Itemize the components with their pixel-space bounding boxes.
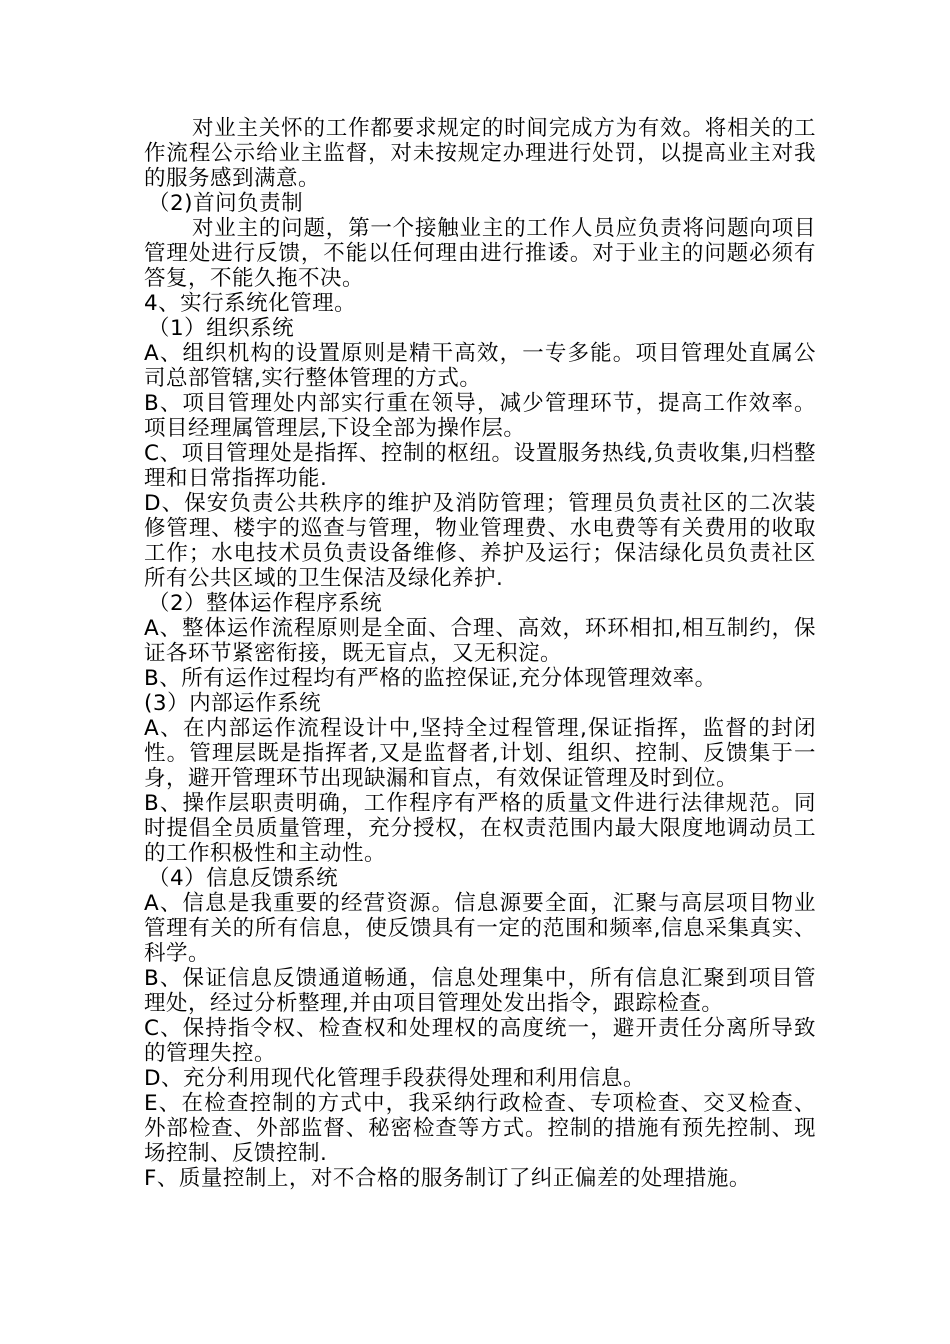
paragraph-feedback-b: B、保证信息反馈通道畅通，信息处理集中，所有信息汇聚到项目管理处，经过分析整理,并由项目管理处发出指令，跟踪检查。 bbox=[144, 966, 816, 1016]
paragraph-operation-b: B、所有运作过程均有严格的监控保证,充分体现管理效率。 bbox=[144, 666, 717, 691]
paragraph-org-b: B、项目管理处内部实行重在领导，减少管理环节，提高工作效率。项目经理属管理层,下设全部为操作层。 bbox=[144, 391, 816, 441]
paragraph-org-c: C、项目管理处是指挥、控制的枢纽。设置服务热线,负责收集,归档整理和日常指挥功能. bbox=[144, 441, 816, 491]
heading-internal-system: (3）内部运作系统 bbox=[144, 691, 322, 716]
paragraph-operation-a: A、整体运作流程原则是全面、合理、高效，环环相扣,相互制约，保证各环节紧密衔接，既无盲点，又无积淀。 bbox=[144, 616, 816, 666]
paragraph-org-a: A、组织机构的设置原则是精干高效，一专多能。项目管理处直属公司总部管辖,实行整体管理的方式。 bbox=[144, 341, 816, 391]
paragraph-feedback-a: A、信息是我重要的经营资源。信息源要全面，汇聚与高层项目物业管理有关的所有信息，使反馈具有一定的范围和频率,信息采集真实、科学。 bbox=[144, 891, 816, 966]
paragraph-owner-care: 对业主关怀的工作都要求规定的时间完成方为有效。将相关的工作流程公示给业主监督，对未按规定办理进行处罚，以提高业主对我的服务感到满意。 bbox=[144, 116, 816, 191]
heading-feedback-system: （4）信息反馈系统 bbox=[148, 866, 339, 891]
paragraph-feedback-e: E、在检查控制的方式中，我采纳行政检查、专项检查、交叉检查、外部检查、外部监督、秘密检查等方式。控制的措施有预先控制、现场控制、反馈控制. bbox=[144, 1091, 816, 1166]
heading-systematic-management: 4、实行系统化管理。 bbox=[144, 291, 357, 316]
paragraph-feedback-d: D、充分利用现代化管理手段获得处理和利用信息。 bbox=[144, 1066, 646, 1091]
paragraph-first-responsibility: 对业主的问题，第一个接触业主的工作人员应负责将问题向项目管理处进行反馈，不能以任何理由进行推诿。对于业主的问题必须有答复，不能久拖不决。 bbox=[144, 216, 816, 291]
heading-operation-system: （2）整体运作程序系统 bbox=[148, 591, 383, 616]
paragraph-internal-a: A、在内部运作流程设计中,坚持全过程管理,保证指挥，监督的封闭性。管理层既是指挥者,又是监督者,计划、组织、控制、反馈集于一身，避开管理环节出现缺漏和盲点，有效保证管理及时到位。 bbox=[144, 716, 816, 791]
paragraph-internal-b: B、操作层职责明确，工作程序有严格的质量文件进行法律规范。同时提倡全员质量管理，充分授权，在权责范围内最大限度地调动员工的工作积极性和主动性。 bbox=[144, 791, 816, 866]
document-body bbox=[144, 116, 816, 1191]
paragraph-feedback-f: F、质量控制上，对不合格的服务制订了纠正偏差的处理措施。 bbox=[144, 1166, 751, 1191]
heading-organization-system: （1）组织系统 bbox=[148, 316, 295, 341]
paragraph-org-d: D、保安负责公共秩序的维护及消防管理；管理员负责社区的二次装修管理、楼宇的巡查与管理，物业管理费、水电费等有关费用的收取工作；水电技术员负责设备维修、养护及运行；保洁绿化员负责社区所有公共区域的卫生保洁及绿化养护. bbox=[144, 491, 816, 591]
heading-first-responsibility: （2)首问负责制 bbox=[148, 191, 304, 216]
paragraph-feedback-c: C、保持指令权、检查权和处理权的高度统一，避开责任分离所导致的管理失控。 bbox=[144, 1016, 816, 1066]
